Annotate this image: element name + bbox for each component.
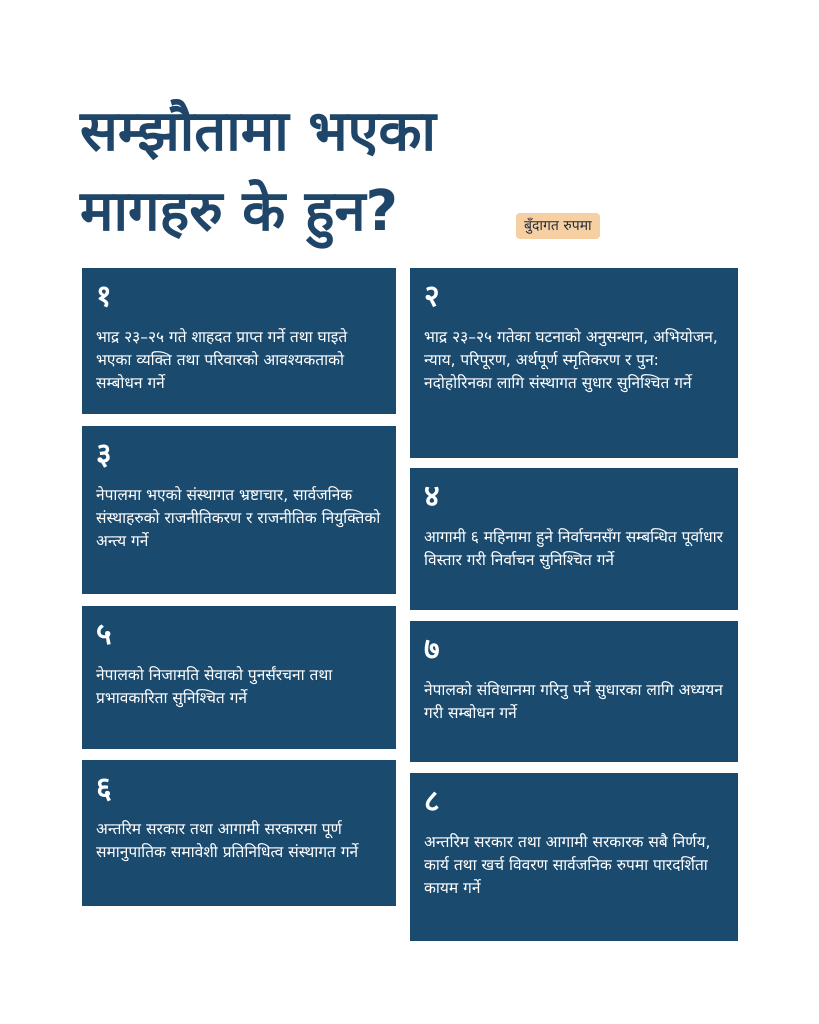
demand-text: आगामी ६ महिनामा हुने निर्वाचनसँग सम्बन्धित पूर्वाधार विस्तार गरी निर्वाचन सुनिश्चित गर्ने <box>424 528 723 569</box>
demand-number: ८ <box>424 784 440 819</box>
format-badge: बुँदागत रुपमा <box>516 213 600 239</box>
demand-card-5 <box>82 606 396 749</box>
title-line-1: सम्झौतामा भएका <box>80 99 437 164</box>
demand-number: ६ <box>96 771 112 806</box>
demand-text: अन्तरिम सरकार तथा आगामी सरकारक सबै निर्णय, कार्य तथा खर्च विवरण सार्वजनिक रुपमा पारदर्शिता कायम गर्ने <box>424 833 711 897</box>
demand-number: ५ <box>96 617 112 652</box>
demand-card-6 <box>82 760 396 906</box>
demand-text: भाद्र २३–२५ गते शाहदत प्राप्त गर्ने तथा घाइते भएका व्यक्ति तथा परिवारको आवश्यकताको सम्बोधन गर्ने <box>96 328 348 392</box>
demand-number: ४ <box>424 479 440 514</box>
demand-number: १ <box>96 279 112 314</box>
demand-card-2 <box>410 268 738 458</box>
demand-text: नेपालको संविधानमा गरिनु पर्ने सुधारका लागि अध्ययन गरी सम्बोधन गर्ने <box>424 681 723 722</box>
demand-card-4 <box>410 468 738 610</box>
demand-card-3 <box>82 426 396 594</box>
demand-text: नेपालको निजामति सेवाको पुनर्संरचना तथा प्रभावकारिता सुनिश्चित गर्ने <box>96 666 333 707</box>
demand-number: २ <box>424 279 440 314</box>
demand-card-7 <box>410 621 738 762</box>
demand-text: भाद्र २३–२५ गतेका घटनाको अनुसन्धान, अभियोजन, न्याय, परिपूरण, अर्थपूर्ण स्मृतिकरण र पुन: नदोहोरिनका लागि संस्थागत सुधार सुनिश्चित गर्ने <box>424 328 718 392</box>
demand-text: अन्तरिम सरकार तथा आगामी सरकारमा पूर्ण समानुपातिक समावेशी प्रतिनिधित्व संस्थागत गर्ने <box>96 820 359 861</box>
demand-card-1 <box>82 268 396 414</box>
demand-number: ७ <box>424 632 440 667</box>
demand-card-8 <box>410 773 738 941</box>
demand-number: ३ <box>96 437 112 472</box>
title-line-2: मागहरु के हुन? <box>80 179 399 244</box>
demand-text: नेपालमा भएको संस्थागत भ्रष्टाचार, सार्वजनिक संस्थाहरुको राजनीतिकरण र राजनीतिक नियुक्तिको अन्त्य गर्ने <box>96 486 381 550</box>
